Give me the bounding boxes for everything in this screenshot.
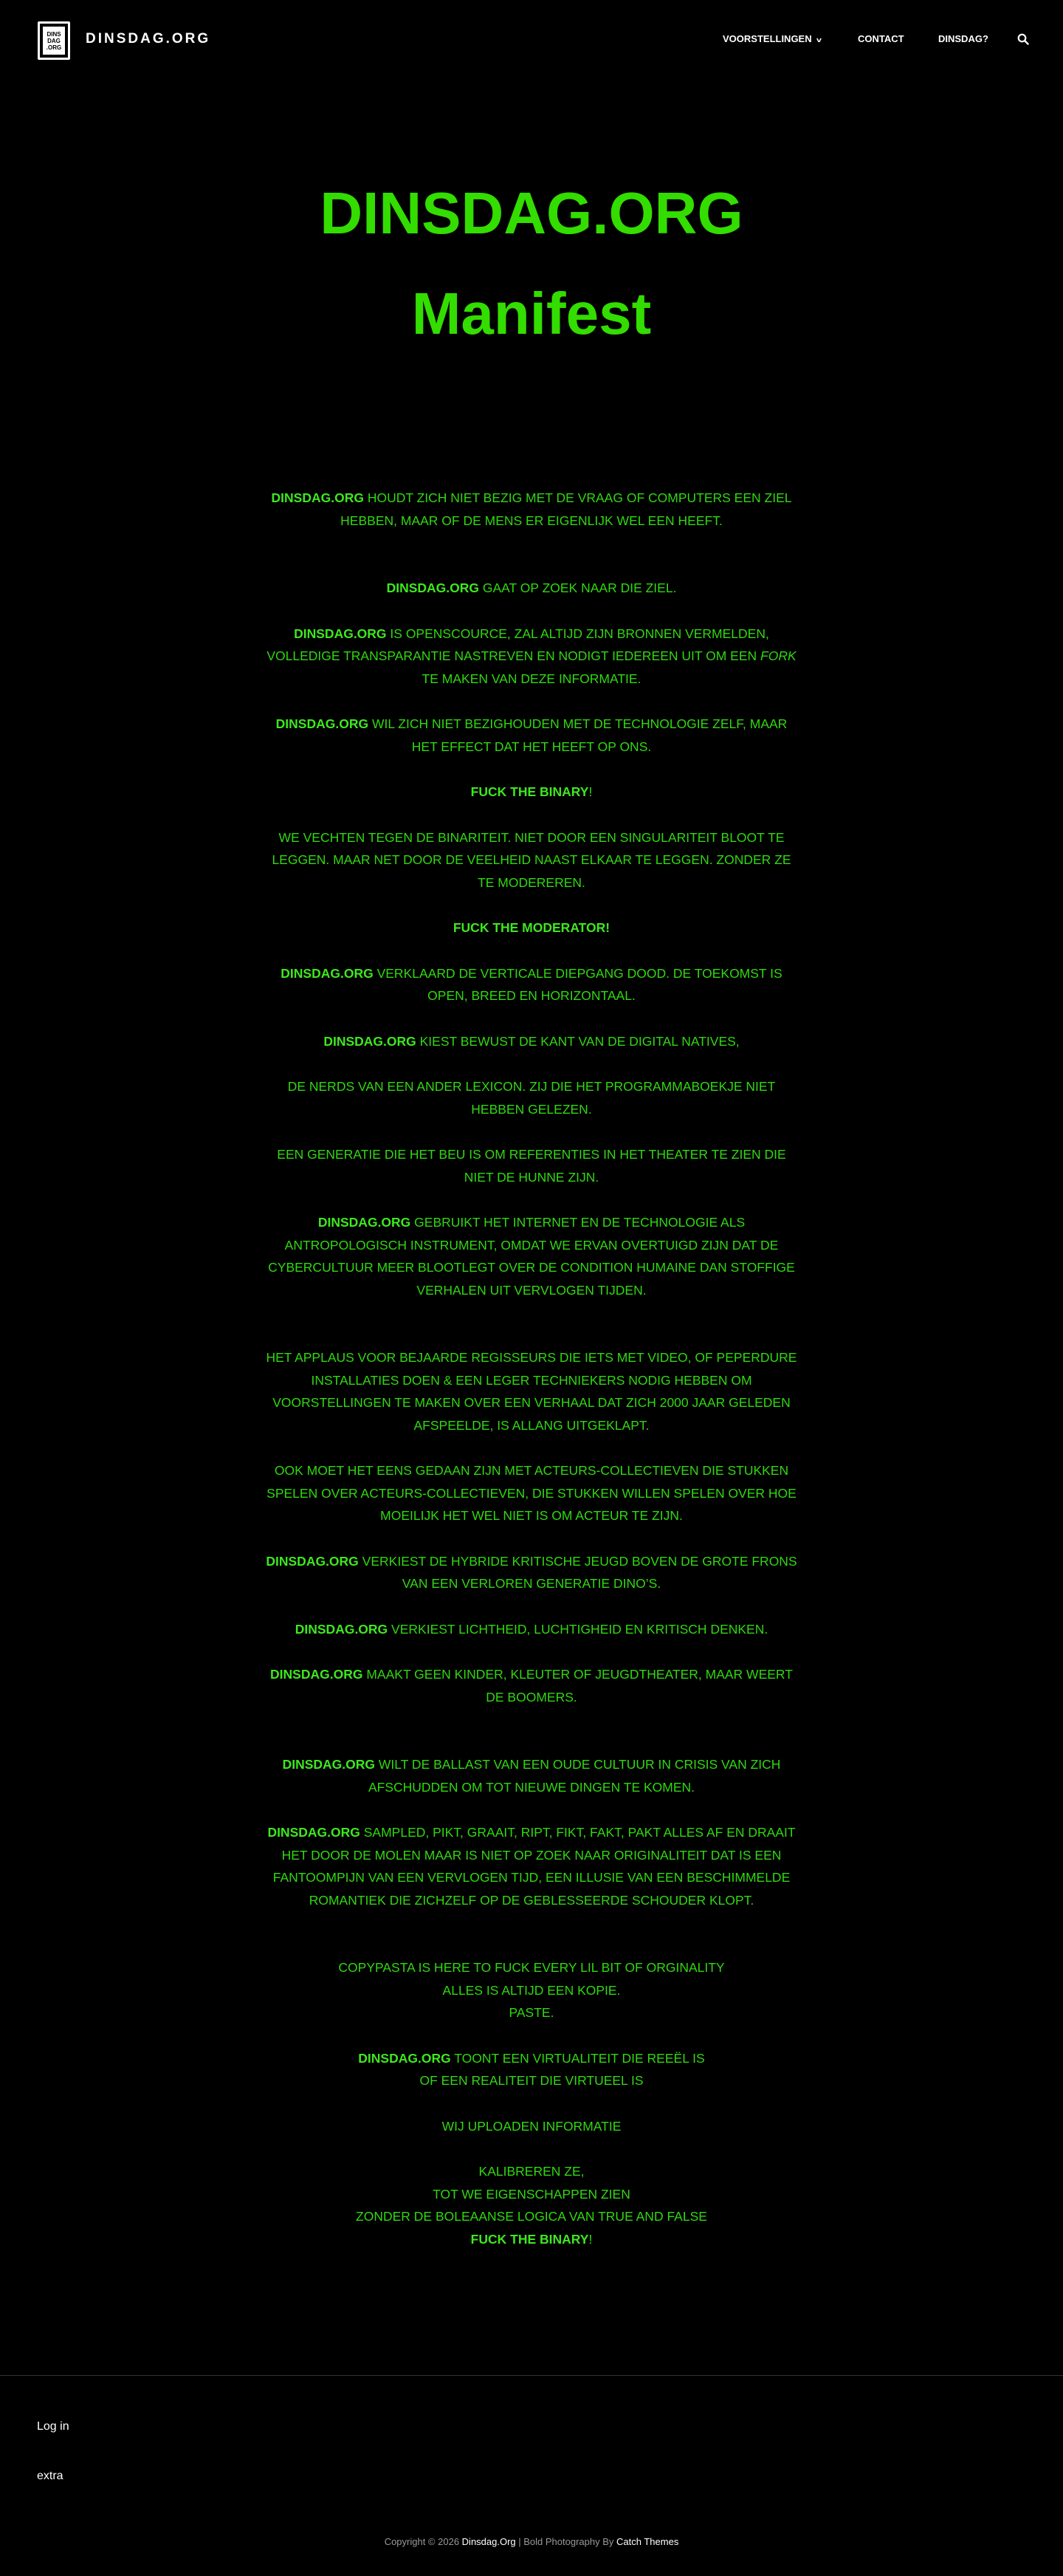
manifest-paragraph bbox=[266, 713, 797, 758]
manifest-paragraph bbox=[266, 1211, 797, 1301]
manifest-paragraph bbox=[266, 1143, 797, 1188]
nav-item-voorstellingen[interactable] bbox=[723, 33, 821, 44]
emphasis-text: DINSDAG.ORG bbox=[271, 490, 364, 505]
manifest-paragraph bbox=[266, 577, 797, 600]
manifest-paragraph bbox=[266, 2115, 797, 2138]
emphasis-text: DINSDAG.ORG bbox=[282, 1757, 376, 1772]
manifest-paragraph bbox=[266, 623, 797, 691]
emphasis-text: DINSDAG.ORG bbox=[270, 1667, 363, 1682]
emphasis-text: DINSDAG.ORG bbox=[317, 1215, 411, 1230]
paragraph-text: VERKIEST DE HYBRIDE KRITISCHE JEUGD BOVEN DE GROTE FRONS VAN EEN VERLOREN GENERATIE DINO’S. bbox=[358, 1553, 797, 1591]
logo-text: DAG bbox=[47, 37, 61, 44]
paragraph-text: WIL ZICH NIET BEZIGHOUDEN MET DE TECHNOLOGIE ZELF, MAAR HET EFFECT DAT HET HEEFT OP ONS. bbox=[368, 716, 788, 754]
paragraph-text: PASTE. bbox=[509, 2005, 554, 2020]
page-title-line: Manifest bbox=[411, 281, 652, 346]
paragraph-text: DE NERDS VAN EEN ANDER LEXICON. ZIJ DIE HET PROGRAMMABOEKJE NIET HEBBEN GELEZEN. bbox=[287, 1079, 776, 1117]
logo-mark bbox=[43, 27, 65, 55]
paragraph-text: KALIBREREN ZE, bbox=[478, 2164, 585, 2179]
emphasis-text: DINSDAG.ORG bbox=[323, 1033, 416, 1049]
italic-text: FORK bbox=[760, 648, 797, 663]
emphasis-text: FUCK THE BINARY bbox=[470, 784, 589, 799]
manifest-paragraph bbox=[266, 1618, 797, 1641]
emphasis-text: DINSDAG.ORG bbox=[266, 1553, 359, 1569]
paragraph-text: VERKIEST LICHTHEID, LUCHTIGHEID EN KRITISCH DENKEN. bbox=[388, 1621, 768, 1637]
paragraph-text: ALLES IS ALTIJD EEN KOPIE. bbox=[442, 1982, 621, 1998]
manifest-paragraph bbox=[266, 1821, 797, 1911]
paragraph-text: MAAKT GEEN KINDER, KLEUTER OF JEUGDTHEATER, MAAR WEERT DE BOOMERS. bbox=[362, 1667, 793, 1705]
manifest-paragraph bbox=[266, 1753, 797, 1798]
emphasis-text: FUCK THE BINARY bbox=[470, 2231, 589, 2247]
emphasis-text: DINSDAG.ORG bbox=[267, 1825, 360, 1840]
paragraph-text: EEN GENERATIE DIE HET BEU IS OM REFERENTIES IN HET THEATER TE ZIEN DIE NIET DE HUNNE ZIJN. bbox=[277, 1147, 786, 1185]
nav-item-dinsdag[interactable]: DINSDAG? bbox=[938, 33, 988, 44]
theme-link[interactable]: Catch Themes bbox=[616, 2536, 679, 2547]
search-icon[interactable] bbox=[1017, 33, 1029, 49]
credit-text: | Bold Photography By bbox=[515, 2536, 617, 2547]
paragraph-text: WIJ UPLOADEN INFORMATIE bbox=[441, 2118, 622, 2134]
paragraph-text: TOT WE EIGENSCHAPPEN ZIEN bbox=[433, 2186, 630, 2202]
manifest-paragraph bbox=[266, 1663, 797, 1708]
paragraph-text: OF EEN REALITEIT DIE VIRTUEEL IS bbox=[419, 2073, 644, 2088]
paragraph-text: GAAT OP ZOEK NAAR DIE ZIEL. bbox=[479, 580, 677, 595]
copyright bbox=[0, 2536, 1063, 2547]
page-title bbox=[0, 163, 1063, 364]
paragraph-text: TOONT EEN VIRTUALITEIT DIE REEËL IS bbox=[450, 2050, 705, 2066]
footer-divider bbox=[0, 2375, 1063, 2376]
manifest-paragraph bbox=[266, 962, 797, 1007]
site-logo[interactable] bbox=[38, 21, 70, 60]
paragraph-text: ! bbox=[588, 2231, 593, 2247]
paragraph-text: ! bbox=[588, 784, 593, 799]
manifest-paragraph bbox=[266, 1459, 797, 1527]
paragraph-text: OOK MOET HET EENS GEDAAN ZIJN MET ACTEURS-COLLECTIEVEN DIE STUKKEN SPELEN OVER ACTEURS-COLLECTIEVEN, DIE STUKKEN WILLEN SPELEN OVER HOE MOEILIJK HET WEL NIET IS OM ACTEUR TE ZIJN. bbox=[266, 1463, 797, 1523]
paragraph-text: WILT DE BALLAST VAN EEN OUDE CULTUUR IN CRISIS VAN ZICH AFSCHUDDEN OM TOT NIEUWE DINGEN TE KOMEN. bbox=[368, 1757, 781, 1795]
paragraph-text: VERKLAARD DE VERTICALE DIEPGANG DOOD. DE TOEKOMST IS OPEN, BREED EN HORIZONTAAL. bbox=[373, 965, 782, 1003]
paragraph-text: WE VECHTEN TEGEN DE BINARITEIT. NIET DOOR EEN SINGULARITEIT BLOOT TE LEGGEN. MAAR NET DOOR DE VEELHEID NAAST ELKAAR TE LEGGEN. ZONDER ZE TE MODEREREN. bbox=[272, 829, 791, 890]
manifest-paragraph bbox=[266, 1550, 797, 1595]
manifest-paragraph bbox=[266, 1075, 797, 1120]
emphasis-text: DINSDAG.ORG bbox=[294, 626, 387, 641]
manifest-paragraph bbox=[266, 826, 797, 894]
paragraph-text: COPYPASTA IS HERE TO FUCK EVERY LIL BIT OF ORGINALITY bbox=[338, 1960, 725, 1975]
emphasis-text: DINSDAG.ORG bbox=[295, 1621, 388, 1637]
paragraph-text: HET APPLAUS VOOR BEJAARDE REGISSEURS DIE IETS MET VIDEO, OF PEPERDURE INSTALLATIES DOEN & EEN LEGER TECHNIEKERS NODIG HEBBEN OM VOORSTELLINGEN TE MAKEN OVER EEN VERHAAL DAT ZICH 2000 JAAR GELEDEN AFSPEELDE, IS ALLANG UITGEKLAPT. bbox=[266, 1350, 797, 1433]
manifest-paragraph bbox=[266, 917, 797, 939]
site-header bbox=[0, 0, 1063, 81]
site-link[interactable]: Dinsdag.Org bbox=[461, 2536, 516, 2547]
nav-label: VOORSTELLINGEN bbox=[723, 33, 812, 44]
emphasis-text: DINSDAG.ORG bbox=[275, 716, 369, 731]
logo-text: .ORG bbox=[46, 44, 62, 51]
manifest-paragraph bbox=[266, 1346, 797, 1436]
paragraph-text: GEBRUIKT HET INTERNET EN DE TECHNOLOGIE ALS ANTROPOLOGISCH INSTRUMENT, OMDAT WE ERVAN OVERTUIGD ZIJN DAT DE CYBERCULTUUR MEER BLOOTLEGT OVER DE CONDITION HUMAINE DAN STOFFIGE VERHALEN UIT VERVLOGEN TIJDEN. bbox=[268, 1215, 795, 1298]
nav-item-contact[interactable]: CONTACT bbox=[858, 33, 904, 44]
manifest-paragraph bbox=[266, 1956, 797, 2024]
paragraph-text: HOUDT ZICH NIET BEZIG MET DE VRAAG OF COMPUTERS EEN ZIEL HEBBEN, MAAR OF DE MENS ER EIGENLIJK WEL EEN HEEFT. bbox=[340, 490, 792, 528]
paragraph-text: ZONDER DE BOLEAANSE LOGICA VAN TRUE AND FALSE bbox=[356, 2209, 707, 2224]
manifest-paragraph bbox=[266, 2047, 797, 2092]
extra-link[interactable]: extra bbox=[37, 2470, 63, 2482]
paragraph-text: IS OPENSCOURCE, ZAL ALTIJD ZIJN BRONNEN VERMELDEN, VOLLEDIGE TRANSPARANTIE NASTREVEN EN NODIGT IEDEREEN UIT OM EEN bbox=[266, 626, 769, 663]
emphasis-text: FUCK THE MODERATOR! bbox=[453, 920, 610, 935]
page-title-line: DINSDAG.ORG bbox=[320, 180, 743, 246]
site-title[interactable]: DINSDAG.ORG bbox=[86, 31, 211, 47]
manifest-paragraph bbox=[266, 1030, 797, 1053]
emphasis-text: DINSDAG.ORG bbox=[386, 580, 479, 595]
manifest-paragraph bbox=[266, 781, 797, 804]
manifest-paragraph bbox=[266, 487, 797, 532]
logo-text: DINS bbox=[47, 30, 61, 38]
paragraph-text: TE MAKEN VAN DEZE INFORMATIE. bbox=[422, 671, 641, 686]
copyright-text: Copyright © 2026 bbox=[384, 2536, 462, 2547]
manifest-paragraph bbox=[266, 2160, 797, 2250]
chevron-down-icon: v bbox=[816, 36, 822, 44]
paragraph-text: SAMPLED, PIKT, GRAAIT, RIPT, FIKT, FAKT, PAKT ALLES AF EN DRAAIT HET DOOR DE MOLEN MAAR IS NIET OP ZOEK NAAR ORIGINALITEIT DAT IS EEN FANTOOMPIJN VAN EEN VERVLOGEN TIJD, EEN ILLUSIE VAN EEN BESCHIMMELDE ROMANTIEK DIE ZICHZELF OP DE GEBLESSEERDE SCHOUDER KLOPT. bbox=[272, 1825, 796, 1908]
paragraph-text: KIEST BEWUST DE KANT VAN DE DIGITAL NATIVES, bbox=[416, 1033, 740, 1049]
emphasis-text: DINSDAG.ORG bbox=[281, 965, 374, 981]
manifest-content bbox=[266, 487, 797, 2273]
login-link[interactable]: Log in bbox=[37, 2420, 69, 2433]
emphasis-text: DINSDAG.ORG bbox=[358, 2050, 451, 2066]
